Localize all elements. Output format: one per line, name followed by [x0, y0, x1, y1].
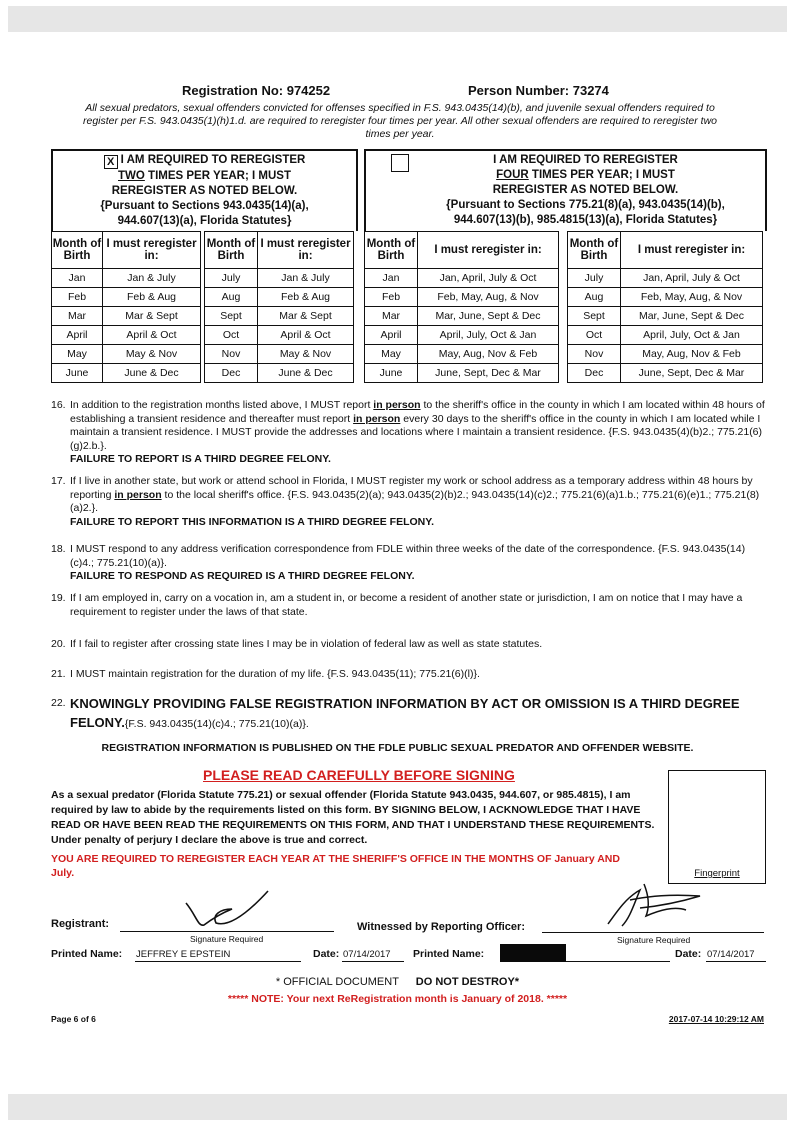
reregister-months-cell: Mar, June, Sept & Dec	[418, 307, 559, 326]
item-text: to the sheriff's office in the county in which I am located within 48 hours of establishing a transient residence and thereafter must report	[70, 399, 765, 425]
table-row	[365, 326, 559, 345]
table-row	[205, 364, 354, 383]
item-number: 21.	[51, 668, 66, 680]
table-row	[365, 269, 559, 288]
table-row	[568, 326, 763, 345]
two-times-table-left	[51, 231, 201, 383]
two-times-box	[51, 149, 358, 231]
birth-month-cell: July	[205, 269, 258, 288]
four-times-box	[364, 149, 767, 231]
printed-name-line-2	[566, 961, 670, 962]
table-row	[365, 345, 559, 364]
birth-month-cell: June	[365, 364, 418, 383]
witness-label: Witnessed by Reporting Officer:	[357, 921, 525, 933]
table-row	[52, 307, 201, 326]
page-number: Page 6 of 6	[51, 1014, 96, 1024]
birth-month-cell: Sept	[568, 307, 621, 326]
item-19	[51, 592, 767, 619]
reregister-months-cell: Mar, June, Sept & Dec	[621, 307, 763, 326]
table-row	[52, 269, 201, 288]
sig-required-1: Signature Required	[190, 934, 264, 944]
item-number: 20.	[51, 638, 66, 650]
please-read-heading: PLEASE READ CAREFULLY BEFORE SIGNING	[203, 767, 515, 783]
reregister-months-cell: Feb, May, Aug, & Nov	[418, 288, 559, 307]
four-underlined: FOUR	[496, 169, 529, 181]
registrant-label: Registrant:	[51, 918, 110, 930]
item-text: In addition to the registration months listed above, I MUST report	[70, 399, 374, 411]
redacted-name	[500, 944, 566, 962]
do-not-destroy: DO NOT DESTROY*	[415, 976, 520, 988]
two-times-table-right	[204, 231, 354, 383]
col-month: Month of Birth	[365, 232, 418, 269]
birth-month-cell: Jan	[365, 269, 418, 288]
birth-month-cell: May	[365, 345, 418, 364]
date-value-2: 07/14/2017	[707, 949, 755, 960]
item-18	[51, 543, 767, 584]
birth-month-cell: Dec	[568, 364, 621, 383]
birth-month-cell: Aug	[205, 288, 258, 307]
reregister-months-cell: Feb & Aug	[258, 288, 354, 307]
box-line: REREGISTER AS NOTED BELOW.	[492, 184, 679, 196]
official-document: * OFFICIAL DOCUMENT	[275, 976, 399, 988]
table-row	[205, 307, 354, 326]
date-label-2: Date:	[675, 948, 702, 960]
box-line: {Pursuant to Sections 775.21(8)(a), 943.0435(14)(b),	[446, 199, 725, 211]
reregister-months-cell: June & Dec	[103, 364, 201, 383]
birth-month-cell: Aug	[568, 288, 621, 307]
printed-name-label: Printed Name:	[51, 948, 123, 960]
item-number: 22.	[51, 697, 66, 709]
scan-edge-top	[8, 6, 787, 32]
table-row	[365, 364, 559, 383]
col-rereg: I must reregister in:	[103, 232, 201, 269]
reregister-months-cell: April & Oct	[103, 326, 201, 345]
reregister-months-cell: May & Nov	[258, 345, 354, 364]
box-line: {Pursuant to Sections 943.0435(14)(a),	[100, 200, 309, 212]
table-row	[52, 364, 201, 383]
box-line: I AM REQUIRED TO REREGISTER	[493, 154, 678, 166]
birth-month-cell: April	[52, 326, 103, 345]
next-registration-note: ***** NOTE: Your next ReRegistration month is January of 2018. *****	[227, 993, 568, 1005]
false-info-warning: KNOWINGLY PROVIDING FALSE REGISTRATION INFORMATION BY ACT OR OMISSION IS A THIRD DEGREE FELONY.	[70, 696, 740, 730]
table-row	[52, 288, 201, 307]
item-17	[51, 475, 767, 529]
birth-month-cell: Feb	[365, 288, 418, 307]
reregister-months-cell: Mar & Sept	[258, 307, 354, 326]
two-underlined: TWO	[118, 170, 145, 182]
col-month: Month of Birth	[52, 232, 103, 269]
two-times-checkbox[interactable]: X	[104, 155, 118, 169]
four-times-checkbox[interactable]	[391, 154, 409, 172]
footer-timestamp: 2017-07-14 10:29:12 AM	[668, 1014, 764, 1024]
official-document-line	[0, 976, 795, 988]
birth-month-cell: Feb	[52, 288, 103, 307]
box-line: I AM REQUIRED TO REREGISTER	[120, 154, 306, 166]
table-row	[568, 307, 763, 326]
registration-number: Registration No: 974252	[182, 83, 331, 98]
printed-name-row	[51, 948, 766, 964]
birth-month-cell: Mar	[52, 307, 103, 326]
item-16	[51, 399, 767, 467]
reregister-months-cell: May, Aug, Nov & Feb	[418, 345, 559, 364]
reregister-months-cell: Jan & July	[258, 269, 354, 288]
item-number: 19.	[51, 592, 66, 604]
date-value-1: 07/14/2017	[343, 949, 391, 960]
reregister-months-cell: Jan, April, July & Oct	[418, 269, 559, 288]
item-text: If I am employed in, carry on a vocation in, am a student in, or become a resident of another state or jurisdiction, I am on notice that I may have a requirement to register under the laws of that state.	[70, 592, 743, 618]
fingerprint-label: Fingerprint	[694, 868, 740, 879]
four-times-table-right	[567, 231, 763, 383]
item-number: 17.	[51, 475, 66, 487]
item-20	[51, 638, 767, 652]
item-text: If I fail to register after crossing state lines I may be in violation of federal law as well as state statutes.	[70, 638, 543, 650]
person-number: Person Number: 73274	[468, 83, 609, 98]
sig-required-2: Signature Required	[617, 935, 691, 945]
table-row	[365, 288, 559, 307]
reregister-months-cell: May & Nov	[103, 345, 201, 364]
reregister-months-cell: Jan & July	[103, 269, 201, 288]
table-row	[205, 288, 354, 307]
col-rereg: I must reregister in:	[258, 232, 354, 269]
item-text: {F.S. 943.0435(14)(c)4.; 775.21(10)(a)}.	[124, 718, 309, 730]
box-line: REREGISTER AS NOTED BELOW.	[111, 185, 298, 197]
col-rereg: I must reregister in:	[621, 232, 763, 269]
item-21	[51, 668, 767, 682]
birth-month-cell: Jan	[52, 269, 103, 288]
table-row	[568, 345, 763, 364]
registrant-signature	[176, 885, 276, 933]
item-22	[51, 695, 767, 733]
fingerprint-box	[668, 770, 766, 884]
reregister-months-notice: YOU ARE REQUIRED TO REREGISTER EACH YEAR AT THE SHERIFF'S OFFICE IN THE MONTHS OF January AND July.	[51, 853, 620, 879]
birth-month-cell: July	[568, 269, 621, 288]
box-line: TIMES PER YEAR; I MUST	[144, 170, 291, 182]
col-rereg: I must reregister in:	[418, 232, 559, 269]
table-row	[52, 345, 201, 364]
officer-signature	[600, 880, 710, 934]
acknowledgement-text: As a sexual predator (Florida Statute 775.21) or sexual offender (Florida Statute 943.0435, 944.607, or 985.4815), I am required by law to abide by the requirements listed on this form. BY SIGNING BELOW, I ACKNOWLEDGE THAT I HAVE READ OR HAVE BEEN READ THE REQUIREMENTS ON THIS FORM, AND THAT I UNDERSTAND THESE REQUIREMENTS. Under penalty of perjury I declare the above is true and correct.	[51, 789, 655, 846]
date-label-1: Date:	[313, 948, 340, 960]
birth-month-cell: Nov	[568, 345, 621, 364]
felony-warning: FAILURE TO REPORT THIS INFORMATION IS A THIRD DEGREE FELONY.	[70, 515, 435, 528]
four-times-table-left	[364, 231, 559, 383]
item-text: If I live in another state, but work or attend school in Florida, I MUST register my work or school address as a temporary address within 48 hours by reporting	[70, 475, 753, 501]
intro-text: All sexual predators, sexual offenders convicted for offenses specified in F.S. 943.0435(14)(b), and juvenile sexual offenders required to register per F.S. 943.0435(1)(h)1.d. are required to reregister four times per year. All other sexual offenders are required to reregister two times per year.	[82, 102, 717, 140]
printed-name-value: JEFFREY E EPSTEIN	[136, 949, 231, 960]
in-person: in person	[353, 412, 401, 425]
item-number: 18.	[51, 543, 66, 555]
item-number: 16.	[51, 399, 66, 411]
box-line: 944.607(13)(b), 985.4815(13)(a), Florida Statutes}	[453, 214, 718, 226]
reregister-months-cell: May, Aug, Nov & Feb	[621, 345, 763, 364]
table-row	[568, 269, 763, 288]
birth-month-cell: Oct	[568, 326, 621, 345]
col-month: Month of Birth	[205, 232, 258, 269]
birth-month-cell: June	[52, 364, 103, 383]
in-person: in person	[373, 399, 421, 411]
in-person: in person	[114, 488, 162, 501]
item-text: every 30 days to the sheriff's office in the county in which I am located while I maintain a transient residence. I MUST provide the addresses and locations where I maintain a transient residence. {F.S. 943.0435(4)(b)2.; 775.21(6)(g)2.b.}.	[70, 412, 763, 452]
col-month: Month of Birth	[568, 232, 621, 269]
birth-month-cell: Oct	[205, 326, 258, 345]
birth-month-cell: Dec	[205, 364, 258, 383]
birth-month-cell: Sept	[205, 307, 258, 326]
birth-month-cell: April	[365, 326, 418, 345]
reregister-months-cell: April, July, Oct & Jan	[621, 326, 763, 345]
published-notice: REGISTRATION INFORMATION IS PUBLISHED ON THE FDLE PUBLIC SEXUAL PREDATOR AND OFFENDER WEBSITE.	[101, 742, 694, 754]
box-line: 944.607(13)(a), Florida Statutes}	[117, 215, 292, 227]
reregister-months-cell: June, Sept, Dec & Mar	[418, 364, 559, 383]
table-row	[205, 269, 354, 288]
reregister-months-cell: Feb & Aug	[103, 288, 201, 307]
reregister-months-cell: April, July, Oct & Jan	[418, 326, 559, 345]
table-row	[52, 326, 201, 345]
item-text: to the local sheriff's office. {F.S. 943.0435(2)(a); 943.0435(2)(b)2.; 943.0435(14)(c)2.; 775.21(6)(a)1.b.; 775.21(6)(e)1.; 775.21(8)(a)2.}.	[70, 488, 760, 514]
scan-edge-bottom	[8, 1094, 787, 1120]
table-row	[205, 326, 354, 345]
birth-month-cell: May	[52, 345, 103, 364]
birth-month-cell: Mar	[365, 307, 418, 326]
printed-name-line	[135, 961, 301, 962]
felony-warning: FAILURE TO RESPOND AS REQUIRED IS A THIRD DEGREE FELONY.	[70, 570, 415, 582]
felony-warning: FAILURE TO REPORT IS A THIRD DEGREE FELONY.	[70, 453, 331, 465]
table-row	[205, 345, 354, 364]
item-text: I MUST respond to any address verification correspondence from FDLE within three weeks of the date of the correspondence. {F.S. 943.0435(14)(c)4.; 775.21(10)(a)}.	[70, 543, 746, 569]
reregister-months-cell: June, Sept, Dec & Mar	[621, 364, 763, 383]
date-line-1	[342, 961, 404, 962]
reregister-months-cell: Feb, May, Aug, & Nov	[621, 288, 763, 307]
table-row	[365, 307, 559, 326]
box-line: TIMES PER YEAR; I MUST	[528, 169, 675, 181]
reregister-months-cell: June & Dec	[258, 364, 354, 383]
item-text: I MUST maintain registration for the duration of my life. {F.S. 943.0435(11); 775.21(6)(l)}.	[70, 668, 480, 680]
reregister-months-cell: April & Oct	[258, 326, 354, 345]
date-line-2	[706, 961, 766, 962]
table-row	[568, 288, 763, 307]
birth-month-cell: Nov	[205, 345, 258, 364]
reregister-months-cell: Jan, April, July & Oct	[621, 269, 763, 288]
table-row	[568, 364, 763, 383]
reregister-months-cell: Mar & Sept	[103, 307, 201, 326]
printed-name-label-2: Printed Name:	[413, 948, 485, 960]
